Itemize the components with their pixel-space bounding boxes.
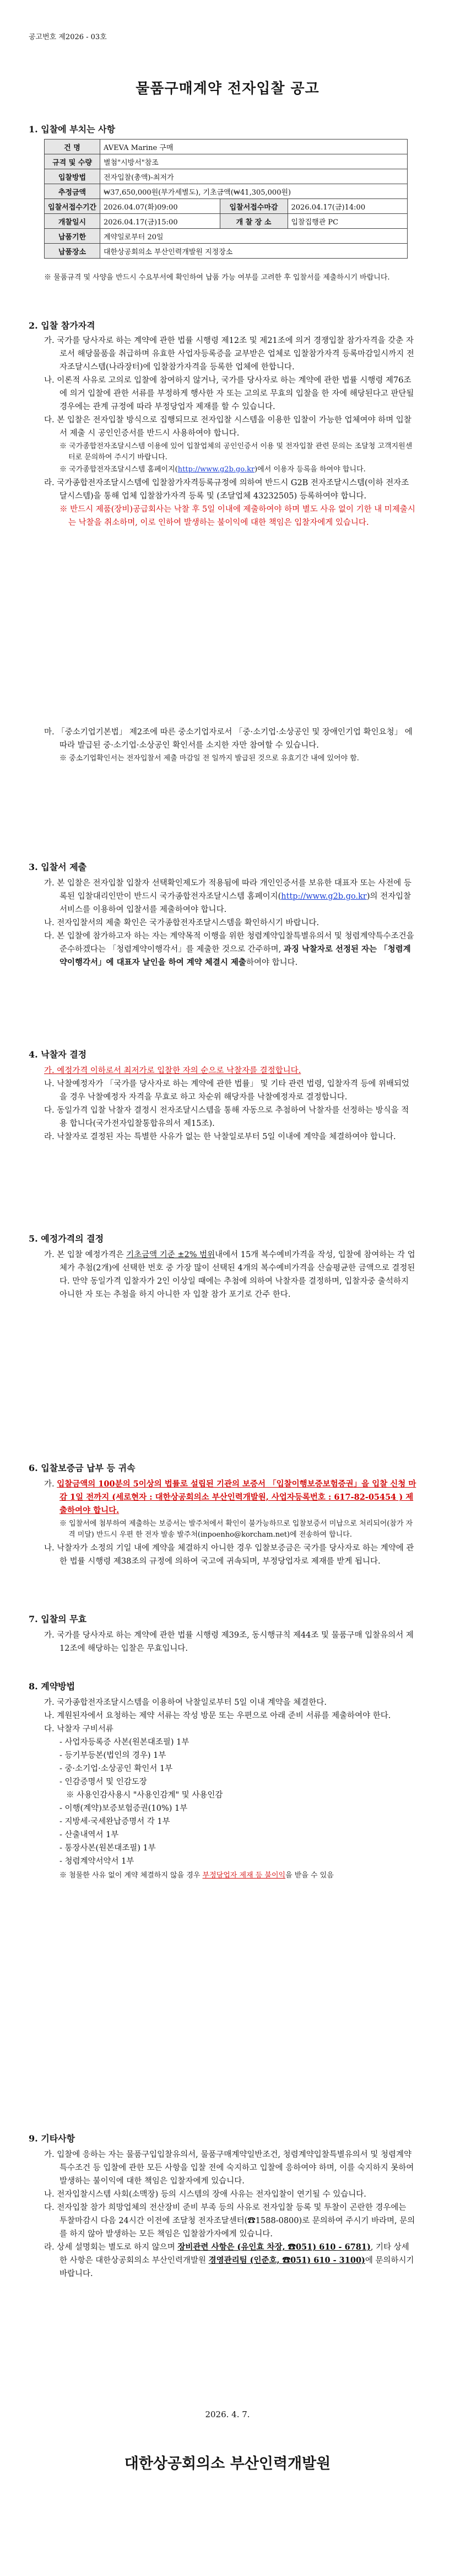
info-table [44, 139, 408, 259]
table-row: 규격 및 수량 별첨"시방서"참조 [45, 154, 408, 169]
s2-item-ma: 마. 「중소기업기본법」 제2조에 따른 중소기업자로서 「중·소기업·소상공인 및 장애인기업 확인요청」 에 따라 발급된 중·소기업·소상공인 확인서를 소지한 자만 참여할 수 있습니다. [44, 728, 413, 750]
section-1-heading: 1. 입찰에 부치는 사항 [29, 124, 116, 135]
s9-item-ga: 가. 입찰에 응하는 자는 물품구입입찰유의서, 물품구매계약일반조건, 청렴계약입찰특별유의서 및 청렴계약특수조건 등 입찰에 관한 모든 사항을 입찰 전에 숙지하고 입찰에 응하여야 하며, 이를 숙지하지 못하여 발생하는 불이익에 대한 책임은 입찰자에게 있습니다. [44, 2150, 414, 2186]
table-row: 입찰방법 전자입찰(총액)-최저가 [45, 169, 408, 184]
section-3-body [44, 877, 416, 969]
section-2-body [44, 334, 416, 529]
section-8-heading: 8. 계약방법 [29, 1681, 75, 1692]
section-9-body [44, 2148, 416, 2280]
s2-ma-note: ※ 중소기업확인서는 전자입찰서 제출 마감일 전 일까지 발급된 것으로 유효기간 내에 있어야 함. [59, 754, 359, 763]
page-title: 물품구매계약 전자입찰 공고 [136, 80, 319, 97]
s2-da-note1: ※ 국가종합전자조달시스템 이용에 있어 입찰업체의 공인인증서 이용 및 전자입찰 관련 문의는 조달청 고객지원센터로 문의하여 주시기 바랍니다. [59, 442, 413, 461]
s8-item-da: 다. 낙찰자 구비서류 [44, 1725, 113, 1734]
s9-item-da: 다. 전자입찰 참가 희망업체의 전산장비 준비 부족 등의 사유로 전자입찰 등록 및 투찰이 곤란한 경우에는 투찰마감시 다음 24시간 이전에 조달청 전자조달센터(☎1588-0800)로 문의하여 주시기 바라며, 문의를 하지 않아 발생하는 모든 책임은 입찰참가자에게 있습니다. [44, 2203, 415, 2239]
s6-item-ga: 가. 입찰금액의 100분의 5이상의 법률로 설립된 기관의 보증서 「입찰이행보증보험증권」을 입찰 신청 마감 1일 전까지 (세로현자 : 대한상공회의소 부산인력개발원, 사업자등록번호 : 617-82-05454 ) 제출하여야 합니다. [44, 1479, 416, 1515]
table-row: 건 명 AVEVA Marine 구매 [45, 139, 408, 154]
list-item: - 인감증명서 및 인감도장 [59, 1778, 147, 1786]
section-6-body [44, 1478, 416, 1568]
s2-item-da: 다. 본 입찰은 전자입찰 방식으로 집행되므로 전자입찰 시스템을 이용한 입찰이 가능한 업체여야 하며 입찰서 제출 시 공인인증서를 반드시 사용하여야 합니다. [44, 416, 411, 438]
s2-item-ra: 라. 국가종합전자조달시스템에 입찰참가자격등록규정에 의하여 반드시 G2B 전자조달시스템(이하 전자조달시스템)을 통해 업체 입찰참가자격 등록 및 (조달업체 43232505) 등록하여야 합니다. [44, 479, 409, 501]
section-9-heading: 9. 기타사항 [29, 2133, 75, 2144]
section-3-heading: 3. 입찰서 제출 [29, 862, 87, 872]
s3-item-na: 나. 전자입찰서의 제출 확인은 국가종합전자조달시스템을 확인하시기 바랍니다. [44, 919, 319, 927]
section-4-body [44, 1064, 416, 1144]
section-5-heading: 5. 예정가격의 결정 [29, 1233, 104, 1244]
list-item: - 통장사본(원본대조필) 1부 [59, 1844, 156, 1853]
table-note: ※ 물품규격 및 사양을 반드시 수요부서에 확인하여 납품 가능 여부를 고려한 후 입찰서를 제출하시기 바랍니다. [44, 273, 390, 282]
s2-warning: ※ 반드시 제품(장비)공급회사는 낙찰 후 5일 이내에 제출하여야 하며 별도 사유 없이 기한 내 미제출시는 낙찰을 취소하며, 이로 인하여 발생하는 불이익에 대한 책임은 입찰자에게 있습니다. [59, 505, 415, 527]
s7-item-ga: 가. 국가를 당사자로 하는 계약에 관한 법률 시행령 제39조, 동시행규칙 제44조 및 물품구매 입찰유의서 제12조에 해당하는 입찰은 무효입니다. [44, 1631, 414, 1653]
s4-item-ra: 라. 낙찰자로 결정된 자는 특별한 사유가 없는 한 낙찰일로부터 5일 이내에 계약을 체결하여야 합니다. [44, 1133, 396, 1141]
table-row: 납품장소 대한상공회의소 부산인력개발원 지정장소 [45, 244, 408, 259]
s5-item-ga: 가. 본 입찰 예정가격은 기초금액 기준 ±2% 범위내에서 15개 복수예비가격을 작성, 입찰에 참여하는 각 업체가 추첨(2개)에 선택한 번호 중 가장 많이 선택된 4개의 복수예비가격을 산술평균한 금액으로 결정된다. 만약 동일가격 입찰자가 2인 이상일 때에는 추첨에 의하여 낙찰자를 결정하며, 입찰자중 출석하지 아니한 자 또는 추첨을 하지 아니한 자 입찰 참가 포기로 간주 한다. [44, 1251, 415, 1299]
section-2-heading: 2. 입찰 참가자격 [29, 320, 95, 331]
s9-item-ra: 라. 상세 설명회는 별도로 하지 않으며 장비관련 사항은 (유인효 차장, ☎051) 610 - 6781), 기타 상세한 사항은 대한상공회의소 부산인력개발원 경영관리팀 (인준호, ☎051) 610 - 3100)에 문의하시기 바랍니다. [44, 2242, 414, 2278]
table-row: 개찰일시 2026.04.17(금)15:00 개 찰 장 소 입찰집행관 PC [45, 214, 408, 229]
s2-da-note2: ※ 국가종합전자조달시스템 홈페이지(http://www.g2b.go.kr)에서 이용자 등록을 하여야 합니다. [59, 465, 366, 474]
s4-item-ga: 가. 예정가격 이하로서 최저가로 입찰한 자의 순으로 낙찰자를 결정합니다. [44, 1066, 301, 1075]
s9-item-na: 나. 전자입찰시스템 사회(소맥장) 등의 시스템의 장애 사유는 전자입찰이 연기될 수 있습니다. [44, 2190, 366, 2199]
section-6-heading: 6. 입찰보증금 납부 등 귀속 [29, 1463, 136, 1473]
section-2-body-2 [44, 726, 416, 765]
list-item: - 이행(계약)보증보험증권(10%) 1부 [59, 1804, 188, 1813]
s6-item-na: 나. 낙찰자가 소정의 기일 내에 계약을 체결하지 아니한 경우 입찰보증금은 국가를 당사자로 하는 계약에 관한 법률 시행령 제38조의 규정에 의하여 국고에 귀속되며, 부정당업자로 제재를 받게 됩니다. [44, 1544, 414, 1566]
list-item: - 사업자등록증 사본(원본대조필) 1부 [59, 1738, 189, 1747]
table-row: 입찰서접수기간 2026.04.07(화)09:00 입찰서접수마감 2026.04.17(금)14:00 [45, 199, 408, 214]
section-7-heading: 7. 입찰의 무효 [29, 1614, 87, 1624]
s3-item-da: 다. 본 입찰에 참가하고자 하는 자는 계약목적 이행을 위한 청렴계약입찰특별유의서 및 청렴계약특수조건을 준수하겠다는 「청렴계약이행각서」를 제출한 것으로 간주하며, 과징 낙찰자로 선정된 자는 「청렴계약이행각서」에 대표자 날인을 하여 계약 체결시 제출하여야 합니다. [44, 932, 414, 967]
s4-item-da: 다. 동일가격 입찰 낙찰자 결정시 전자조달시스템을 통해 자동으로 추첨하여 낙찰자를 선정하는 방식을 적용 합니다(국가전자입찰통합유의서 제15조). [44, 1106, 409, 1128]
s6-note: ※ 입찰서에 첨부하여 제출하는 보증서는 발주처에서 확인이 불가능하므로 입찰보증서 미납으로 처리되어(참가 자격 미달) 반드시 우편 한 전자 발송 발주처(inpoenho@korcham.net)에 전송하여 합니다. [59, 1520, 413, 1539]
g2b-link-2[interactable]: http://www.g2b.go.kr [281, 892, 367, 901]
s4-item-na: 나. 낙찰예정자가 「국가를 당사자로 하는 계약에 관한 법률」 및 기타 관련 법령, 입찰자격 등에 위배되었을 경우 낙찰예정자 자격을 무효로 하고 차순위 해당자를 낙찰예정자로 결정합니다. [44, 1080, 410, 1102]
s8-item-ga: 가. 국가종합전자조달시스템을 이용하여 낙찰일로부터 5일 이내 계약을 체결한다. [44, 1698, 327, 1707]
g2b-link[interactable]: http://www.g2b.go.kr [177, 465, 255, 474]
table-row: 납품기한 계약일로부터 20일 [45, 229, 408, 244]
s8-final-note: ※ 첨물한 사유 없이 계약 체결하지 않을 경우 부정당업자 제재 등 불이익을 받을 수 있음 [59, 1871, 334, 1880]
s2-item-na: 나. 이론적 사유로 고의로 입찰에 참여하지 않거나, 국가를 당사자로 하는 계약에 관한 법률 시행령 제76조에 의거 입찰에 관한 서류를 부정하게 행사한 자 또는 고의로 무효의 입찰을 한 자에 해당된다고 판단될 경우에는 관계 규정에 따라 부정당업자 제재를 할 수 있습니다. [44, 376, 414, 411]
info-table-wrap [44, 139, 408, 259]
organization-name: 대한상공회의소 부산인력개발원 [124, 2455, 331, 2472]
list-item: ※ 사용인감사용시 "사용인감계" 및 사용인감 [66, 1791, 223, 1800]
section-8-body [44, 1696, 416, 1883]
s3-item-ga: 가. 본 입찰은 전자입찰 입찰자 선택확인제도가 적용됨에 따라 개인인증서를 보유한 대표자 또는 사전에 등록된 입찰대리인만이 반드시 국가종합전자조달시스템 홈페이지(http://www.g2b.go.kr)의 전자입찰서비스를 이용하여 입찰서를 제출하여야 합니다. [44, 879, 411, 914]
list-item: - 등기부등본(법인의 경우) 1부 [59, 1751, 166, 1760]
announcement-date: 2026. 4. 7. [205, 2409, 250, 2419]
list-item: - 청렴계약서약서 1부 [59, 1857, 134, 1866]
list-item: - 중·소기업·소상공인 확인서 1부 [59, 1764, 173, 1773]
doc-number: 공고번호 제2026 - 03호 [29, 33, 107, 41]
section-7-body [44, 1629, 416, 1655]
section-5-body [44, 1248, 416, 1301]
list-item: - 지방세·국세완납증명서 각 1부 [59, 1817, 170, 1826]
list-item: - 산출내역서 1부 [59, 1831, 119, 1839]
section-4-heading: 4. 낙찰자 결정 [29, 1049, 87, 1060]
table-row: 추정금액 ₩37,650,000원(부가세별도), 기초금액(₩41,305,000원) [45, 184, 408, 199]
s8-doc-list [44, 1736, 416, 1868]
s8-item-na: 나. 계원된자에서 요청하는 제약 서류는 작성 방문 또는 우편으로 아래 준비 서류를 제출하여야 한다. [44, 1711, 391, 1720]
s2-item-ga: 가. 국가를 당사자로 하는 계약에 관한 법률 시행령 제12조 및 제21조에 의거 경쟁입찰 참가자격을 갖춘 자로서 해당물품을 취급하며 유효한 사업자등록증을 교부받은 업체로 입찰참가자격 등록마감일시까지 전자조달시스템(나라장터)에 입찰참가자격을 등록한 업체에 한합니다. [44, 336, 414, 372]
